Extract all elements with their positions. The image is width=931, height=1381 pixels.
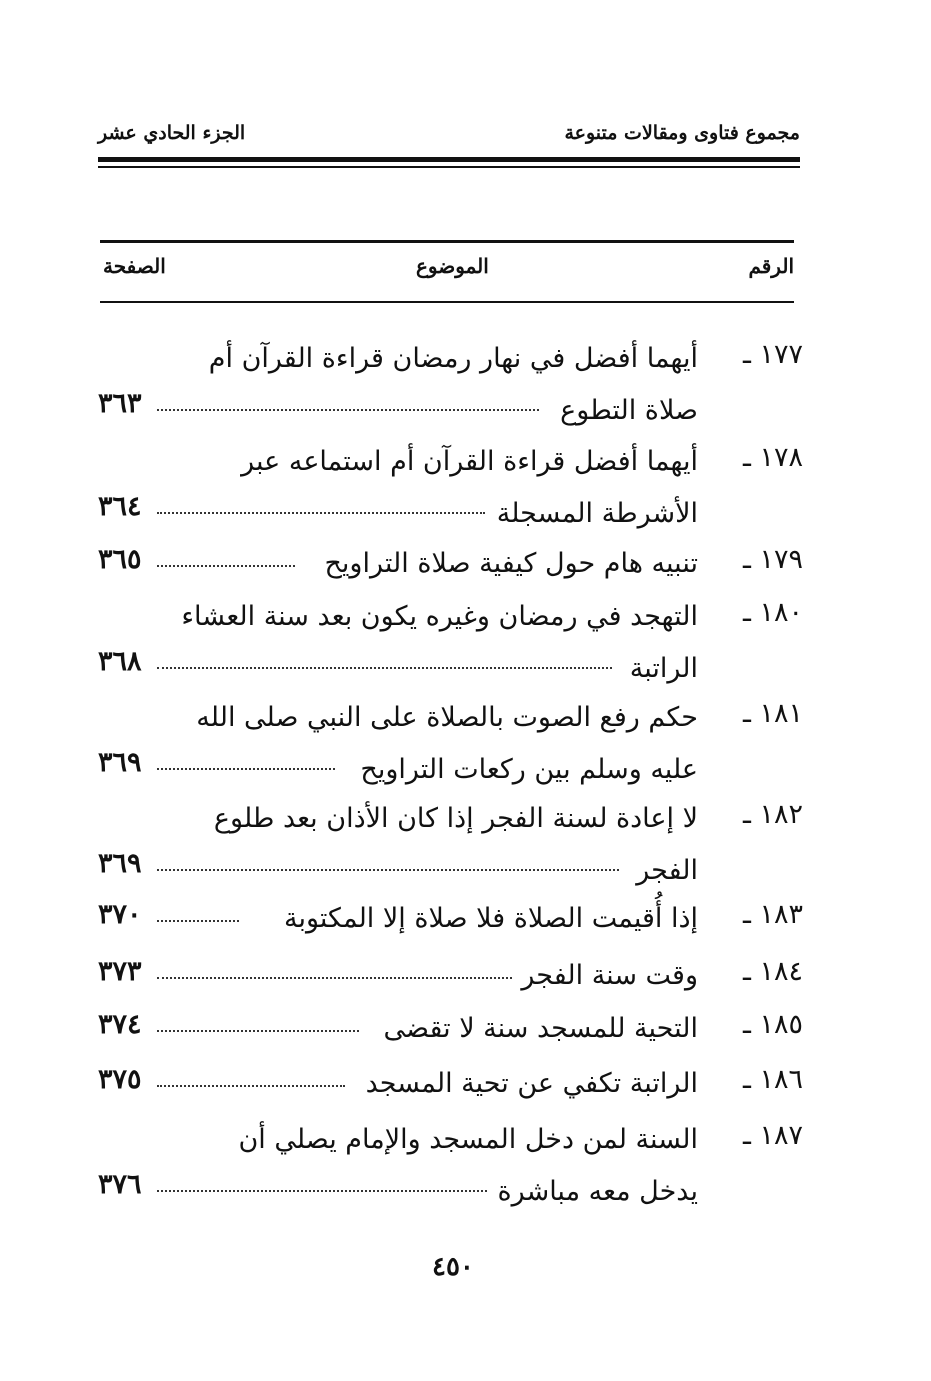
dot-leader (157, 565, 295, 567)
entry-page-number: ٣٦٣ (98, 388, 142, 419)
entry-title-line: حكم رفع الصوت بالصلاة على النبي صلى الله (196, 702, 698, 733)
book-title: مجموع فتاوى ومقالات متنوعة (564, 122, 800, 144)
entry-title (165, 1058, 698, 1110)
entry-number: ١٨٥ ـ (742, 1009, 803, 1040)
volume-label: الجزء الحادي عشر (98, 122, 246, 144)
column-header-number: الرقم (748, 254, 794, 278)
entry-number: ١٨١ ـ (742, 698, 803, 729)
entry-page-number: ٣٦٥ (98, 544, 142, 575)
entry-title-line: تنبيه هام حول كيفية صلاة التراويح (324, 548, 698, 579)
dot-leader (157, 1030, 359, 1032)
dot-leader (157, 667, 612, 669)
entry-title (165, 793, 698, 897)
dot-leader (157, 768, 335, 770)
entry-title-line: التحية للمسجد سنة لا تقضى (383, 1013, 698, 1044)
entry-page-number: ٣٧٠ (98, 899, 142, 930)
entry-title (165, 692, 698, 796)
entry-number: ١٧٨ ـ (742, 442, 803, 473)
entry-page-number: ٣٧٤ (98, 1009, 142, 1040)
entry-title (165, 333, 698, 437)
entry-title-line: إذا أُقيمت الصلاة فلا صلاة إلا المكتوبة (283, 903, 698, 934)
table-header-rule-bottom (100, 301, 794, 303)
dot-leader (157, 869, 619, 871)
entry-title-line: أيهما أفضل في نهار رمضان قراءة القرآن أم (208, 343, 698, 374)
entry-title-line: يدخل معه مباشرة (497, 1176, 698, 1207)
entry-title-line: الراتبة تكفي عن تحية المسجد (365, 1068, 698, 1099)
entry-title (165, 893, 698, 945)
entry-number: ١٧٧ ـ (742, 339, 803, 370)
header-rule-thin (98, 166, 800, 168)
entry-page-number: ٣٧٦ (98, 1169, 142, 1200)
column-header-page: الصفحة (103, 254, 166, 278)
entry-number: ١٨٢ ـ (742, 799, 803, 830)
dot-leader (157, 977, 512, 979)
entry-title (165, 591, 698, 695)
entry-title (165, 1114, 698, 1218)
dot-leader (157, 920, 239, 922)
page-number: ٤٥٠ (432, 1252, 474, 1282)
entry-title-line: السنة لمن دخل المسجد والإمام يصلي أن (238, 1124, 698, 1155)
dot-leader (157, 409, 539, 411)
entry-title-line: الفجر (636, 855, 698, 886)
entry-page-number: ٣٦٤ (98, 491, 142, 522)
entry-number: ١٨٦ ـ (742, 1064, 803, 1095)
column-header-subject: الموضوع (416, 254, 489, 278)
entry-number: ١٧٩ ـ (742, 544, 803, 575)
entry-title-line: لا إعادة لسنة الفجر إذا كان الأذان بعد طلوع (213, 803, 698, 834)
entry-number: ١٨٤ ـ (742, 956, 803, 987)
entry-title-line: الراتبة (629, 653, 698, 684)
entry-page-number: ٣٧٥ (98, 1064, 142, 1095)
entry-title-line: أيهما أفضل قراءة القرآن أم استماعه عبر (241, 446, 698, 477)
table-header-rule-top (100, 240, 794, 243)
entry-number: ١٨٧ ـ (742, 1120, 803, 1151)
entry-page-number: ٣٦٩ (98, 747, 142, 778)
entry-title (165, 950, 698, 1002)
entry-title-line: صلاة التطوع (560, 395, 698, 426)
header-rule-thick (98, 157, 800, 162)
entry-title (165, 436, 698, 540)
entry-page-number: ٣٧٣ (98, 956, 142, 987)
entry-title-line: التهجد في رمضان وغيره يكون بعد سنة العشاء (181, 601, 698, 632)
dot-leader (157, 1190, 487, 1192)
dot-leader (157, 512, 485, 514)
entry-title (165, 1003, 698, 1055)
entry-title-line: الأشرطة المسجلة (496, 498, 698, 529)
entry-title-line: عليه وسلم بين ركعات التراويح (360, 754, 698, 785)
entry-page-number: ٣٦٨ (98, 646, 142, 677)
entry-number: ١٨٠ ـ (742, 597, 803, 628)
running-header (98, 122, 800, 156)
entry-title (165, 538, 698, 590)
entry-number: ١٨٣ ـ (742, 899, 803, 930)
entry-page-number: ٣٦٩ (98, 848, 142, 879)
entry-title-line: وقت سنة الفجر (521, 960, 698, 991)
dot-leader (157, 1085, 345, 1087)
